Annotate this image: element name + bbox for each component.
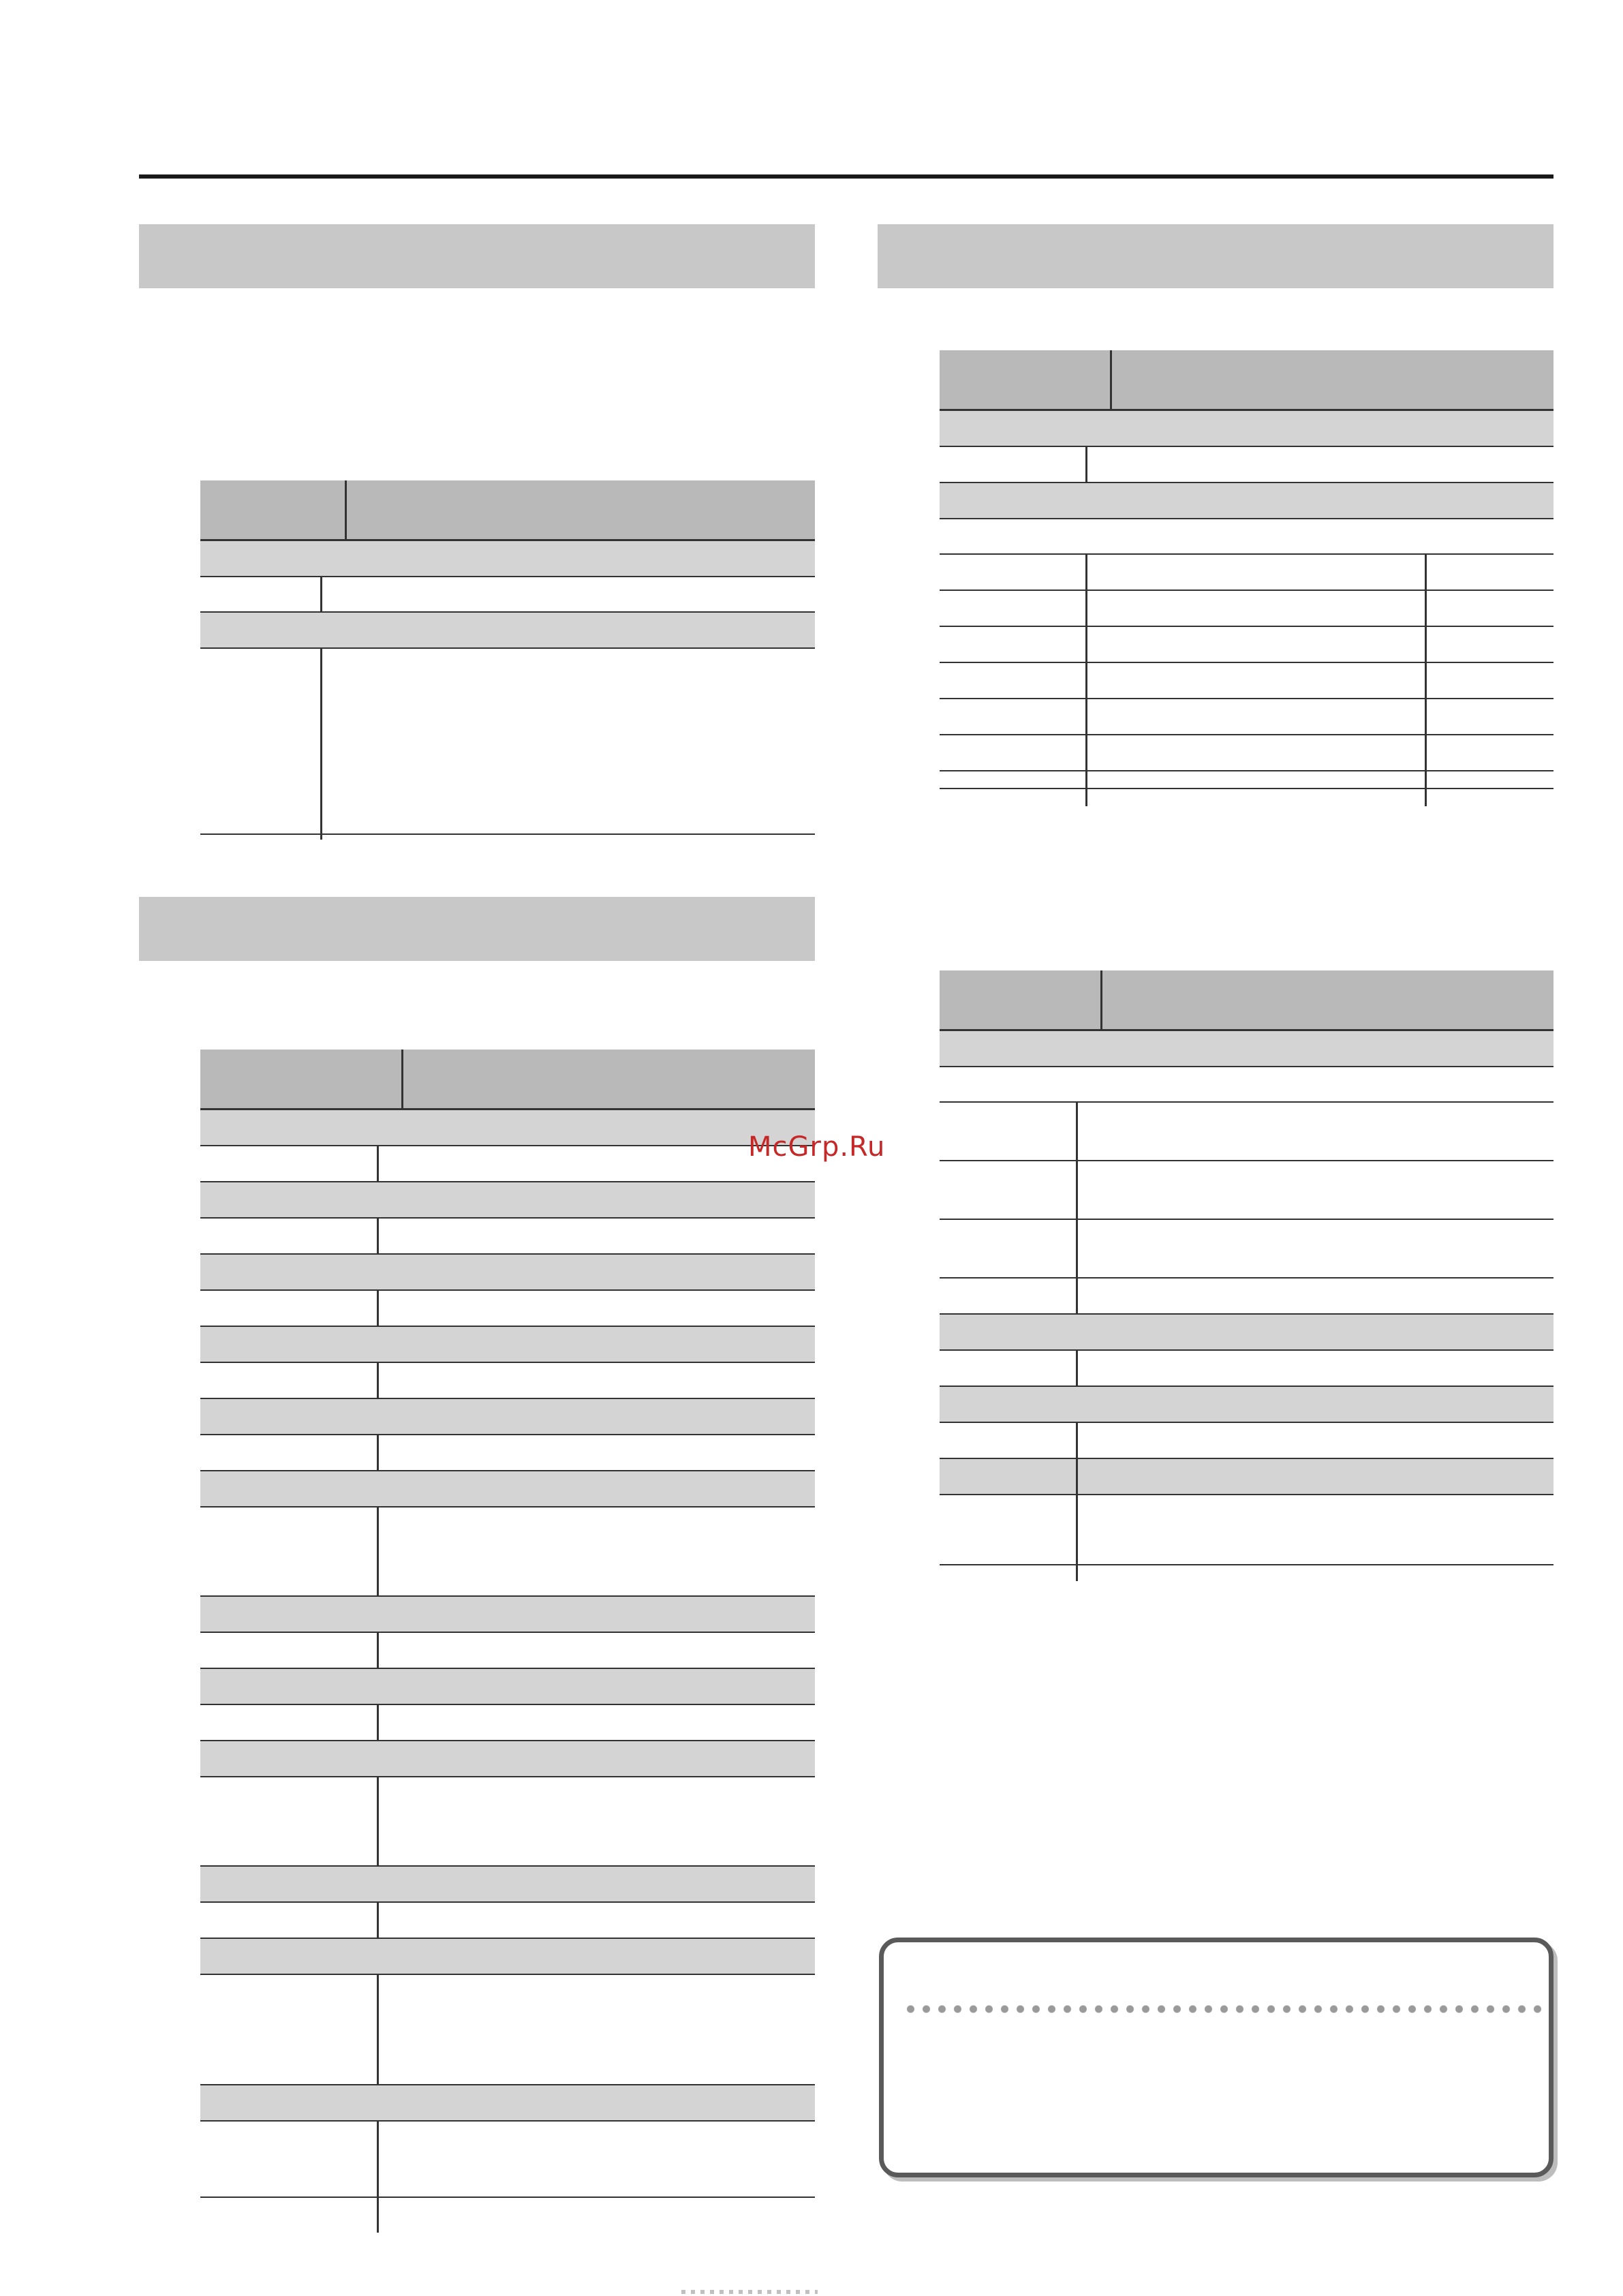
left-section-2-header [139,897,815,961]
table-header [200,480,815,541]
header-rule [139,174,1554,179]
table-row [200,577,815,613]
table-group-row [940,1031,1554,1067]
table-row [940,591,1554,627]
table-row [940,1495,1554,1581]
table-row [940,735,1554,771]
table-group-row [200,1471,815,1507]
table-blank-row [940,519,1554,555]
table-group-row [200,613,815,649]
table-group-row [200,2085,815,2122]
table-row [200,1705,815,1741]
table-row [940,1423,1554,1459]
table-group-row [940,411,1554,447]
table-row [200,1507,815,1597]
table-group-row [200,1939,815,1975]
table-group-row [200,1741,815,1777]
table-row [200,1633,815,1669]
table-row [940,699,1554,735]
header-col-2 [1102,970,1554,1029]
header-col-1 [200,1050,403,1108]
left-section-2-title [139,897,815,930]
table-group-row [200,1669,815,1705]
memo-box [879,1938,1554,2177]
header-col-2 [1112,350,1554,409]
table-row [940,627,1554,663]
left-section-1-title [139,224,815,257]
table-group-row [200,1867,815,1903]
table-group-row [940,1315,1554,1351]
table-row [940,555,1554,591]
table-row [940,447,1554,483]
table-group-row [940,483,1554,519]
table-row [200,1435,815,1471]
table-row [940,663,1554,699]
table-row [200,1146,815,1182]
table-row [200,1975,815,2085]
table-row [200,1219,815,1255]
right-section-1-header [878,224,1554,288]
table-group-row [200,1399,815,1435]
header-col-2 [403,1050,815,1108]
table-group-row [200,1327,815,1363]
table-row [940,1161,1554,1220]
table-row [940,771,1554,806]
memo-dotted-divider [903,2004,1543,2014]
table-row [200,1777,815,1867]
table-row [940,1351,1554,1387]
watermark: McGrp.Ru [748,1131,886,1163]
table-group-row [200,541,815,577]
header-col-1 [940,350,1112,409]
header-col-2 [347,480,815,539]
right-table-1 [940,350,1554,789]
table-row [940,1279,1554,1315]
table-header [940,970,1554,1031]
left-section-1-header [139,224,815,288]
right-table-2 [940,970,1554,1565]
table-row [200,1291,815,1327]
page-bottom-marks [681,2290,818,2294]
table-blank-row [940,1067,1554,1103]
table-row [200,1903,815,1939]
table-header [940,350,1554,411]
table-row [200,649,815,840]
table-row [940,1220,1554,1279]
table-row [940,1103,1554,1161]
header-col-1 [940,970,1102,1029]
right-section-1-title [878,224,1554,257]
left-table-2 [200,1050,815,2198]
table-group-row [940,1387,1554,1423]
table-row [200,2122,815,2233]
table-group-row [200,1110,815,1146]
table-group-row [200,1255,815,1291]
table-row-shaded [940,1459,1554,1495]
left-table-1 [200,480,815,835]
table-header [200,1050,815,1110]
header-col-1 [200,480,347,539]
table-group-row [200,1182,815,1219]
table-row [200,1363,815,1399]
table-group-row [200,1597,815,1633]
